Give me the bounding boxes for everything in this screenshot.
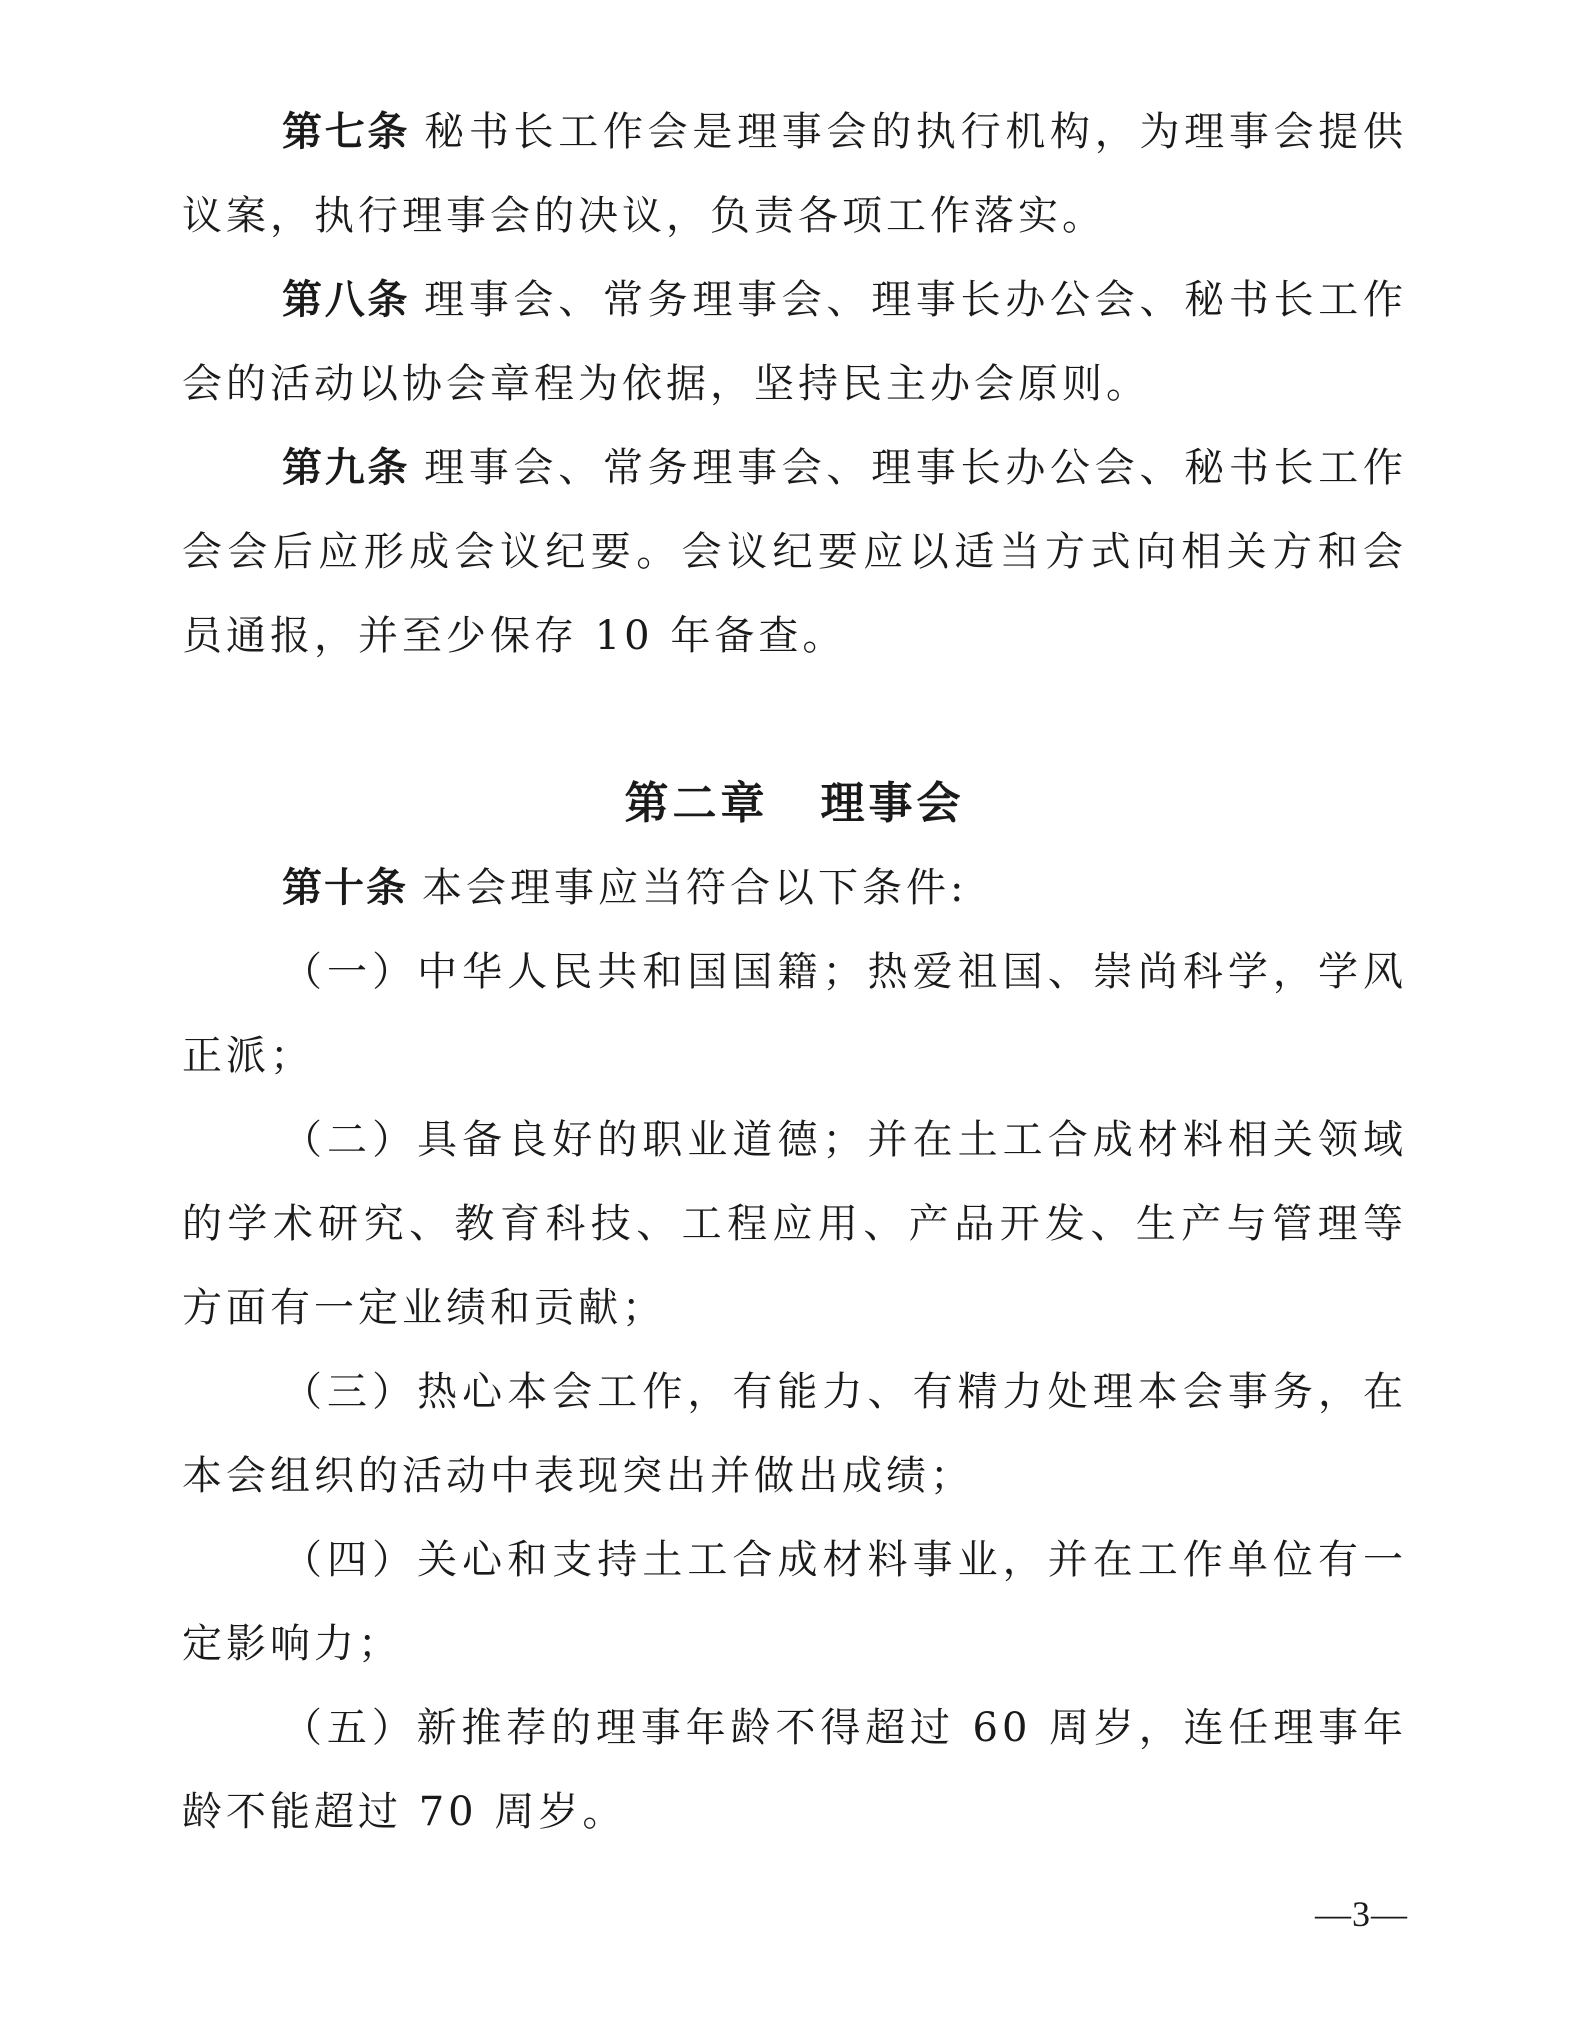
document-body — [182, 90, 1407, 1854]
article-text: 理事会、常务理事会、理事长办公会、秘书长工作会会后应形成会议纪要。会议纪要应以适当方式向相关方和会员通报，并至少保存 10 年备查。 — [182, 445, 1407, 659]
article-9 — [182, 426, 1407, 678]
chapter-title: 理事会 — [820, 778, 965, 829]
article-7 — [182, 90, 1407, 258]
article-text: 本会理事应当符合以下条件: — [422, 865, 968, 911]
condition-item: （二）具备良好的职业道德；并在土工合成材料相关领域的学术研究、教育科技、工程应用、产品开发、生产与管理等方面有一定业绩和贡献； — [182, 1117, 1407, 1331]
condition-item: （一）中华人民共和国国籍；热爱祖国、崇尚科学，学风正派； — [182, 949, 1407, 1079]
article-text: 秘书长工作会是理事会的执行机构，为理事会提供议案，执行理事会的决议，负责各项工作落实。 — [182, 109, 1407, 239]
article-10 — [182, 846, 1407, 930]
condition-item: （三）热心本会工作，有能力、有精力处理本会事务，在本会组织的活动中表现突出并做出成绩； — [182, 1369, 1407, 1499]
chapter-number: 第二章 — [624, 778, 769, 829]
condition-item: （四）关心和支持土工合成材料事业，并在工作单位有一定影响力； — [182, 1537, 1407, 1667]
article-text: 理事会、常务理事会、理事长办公会、秘书长工作会的活动以协会章程为依据，坚持民主办会原则。 — [182, 277, 1407, 407]
article-8 — [182, 258, 1407, 426]
section-spacer — [182, 678, 1407, 762]
article-label: 第七条 — [282, 109, 411, 155]
chapter-heading — [182, 762, 1407, 846]
article-label: 第十条 — [282, 865, 408, 911]
article-label: 第八条 — [282, 277, 411, 323]
condition-item: （五）新推荐的理事年龄不得超过 60 周岁，连任理事年龄不能超过 70 周岁。 — [182, 1705, 1407, 1835]
article-label: 第九条 — [282, 445, 411, 491]
page-number: —3— — [1315, 1894, 1408, 1934]
